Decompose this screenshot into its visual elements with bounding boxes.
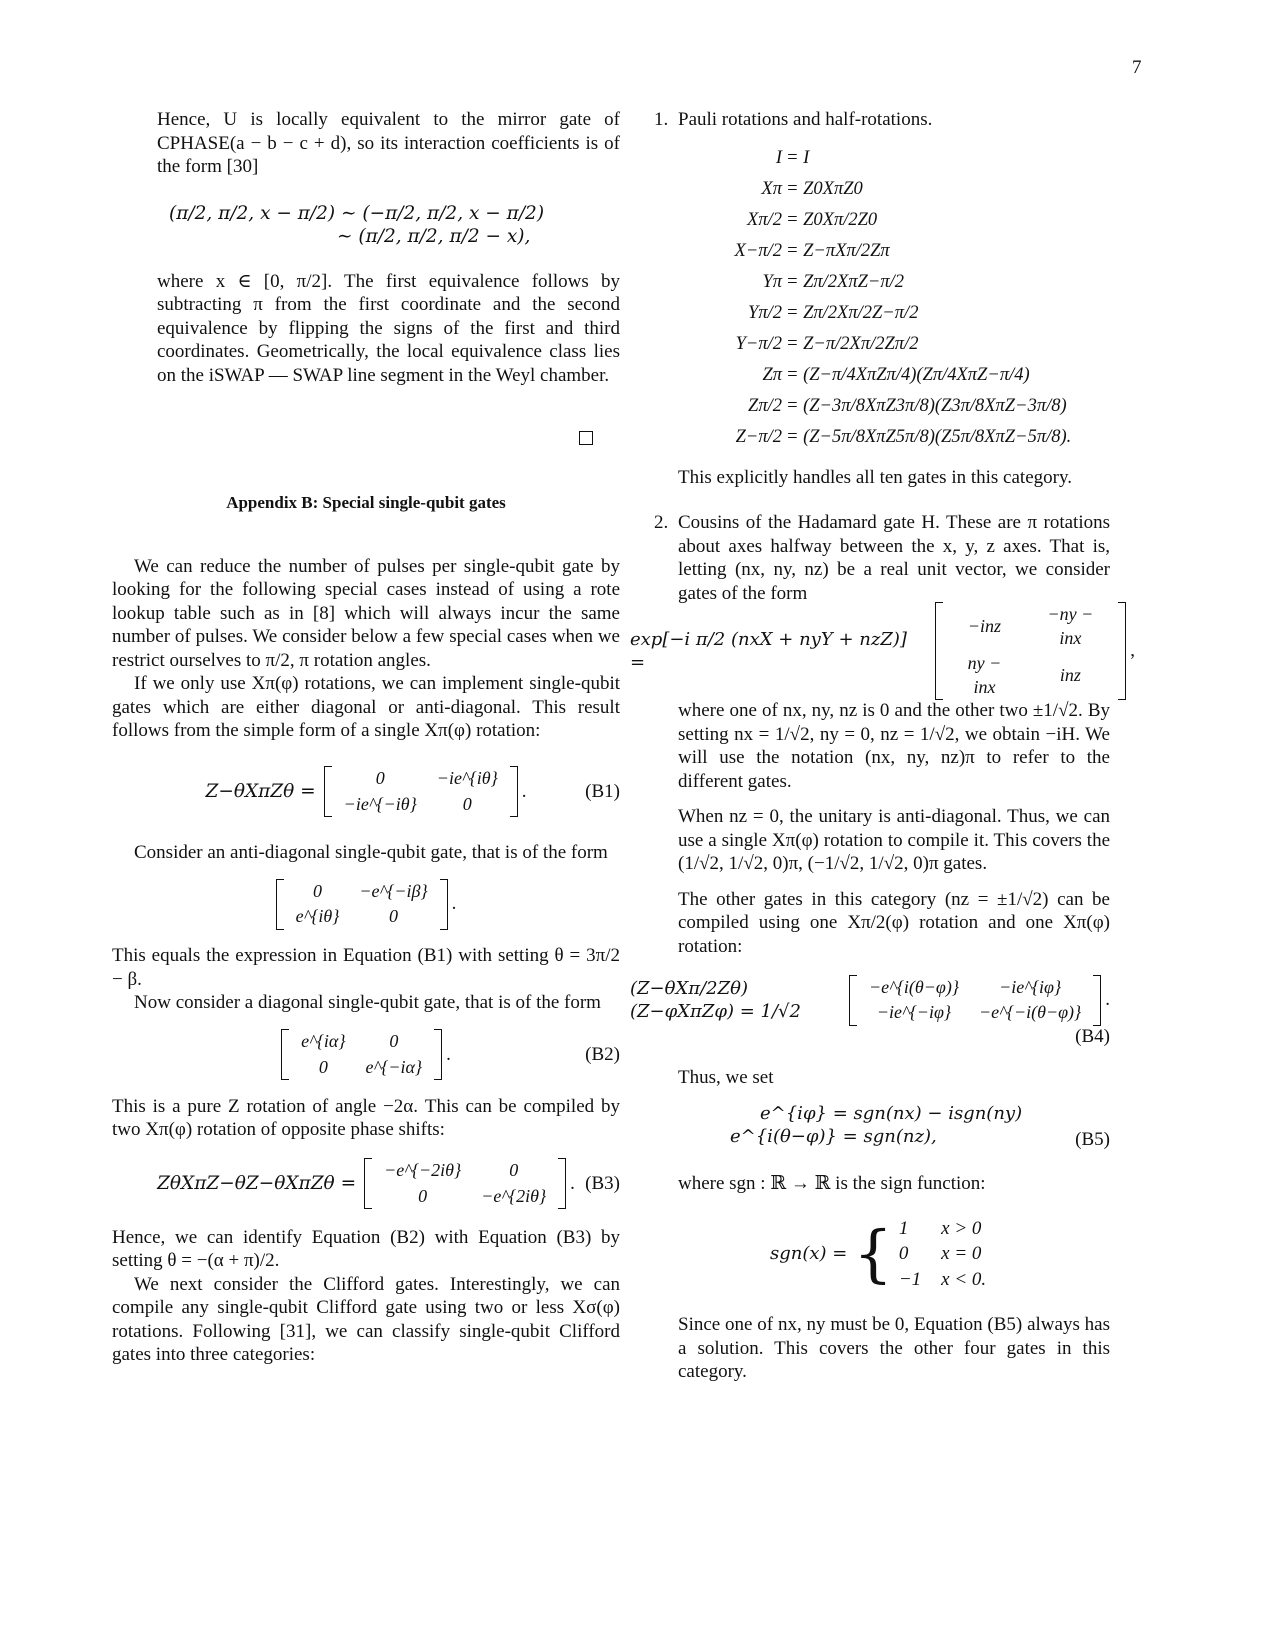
paragraph-z-rotation: This is a pure Z rotation of angle −2α. This can be compiled by two Xπ(φ) rotation of opposite phase shifts: [112, 1095, 620, 1140]
rotation-rhs: = Zπ/2Xπ/2Z−π/2 [786, 303, 919, 324]
paragraph-mirror-gate: Hence, U is locally equivalent to the mirror gate of CPHASE(a − b − c + d), so its interaction coefficients is of the form [30] [157, 109, 620, 177]
equation-line: ∼ (π/2, π/2, π/2 − x), [337, 226, 531, 247]
sgn-case-condition: x = 0 [941, 1243, 982, 1265]
sgn-case-value: 0 [898, 1243, 909, 1265]
equation-line: e^{iφ} = sgn(nx) − isgn(ny) [760, 1102, 1023, 1124]
rotation-lhs: Y−π/2 [735, 334, 782, 355]
paragraph-ten-gates: This explicitly handles all ten gates in this category. [678, 466, 1072, 488]
matrix-b3 [364, 1158, 566, 1209]
rotation-rhs: = I [786, 148, 810, 169]
equation-b2: e^{iα} 0 0 e^{−iα} . (B2) [112, 1027, 620, 1083]
rotation-row [678, 361, 1180, 392]
sgn-cases [893, 1216, 1000, 1293]
equation-b5 [660, 1102, 1110, 1154]
sgn-case-condition: x > 0 [941, 1217, 982, 1239]
rotation-rhs: = Zπ/2XπZ−π/2 [786, 272, 905, 293]
equation-lhs: (Z−θXπ/2Zθ)(Z−φXπZφ) = 1/√2 [630, 977, 801, 1022]
matrix-cell: 0 [318, 1056, 328, 1077]
rotation-equations [678, 144, 1180, 454]
equation-lhs: exp[−i π/2 (nxX + nyY + nzZ)] = [630, 628, 907, 673]
list-item-hadamard [654, 511, 1180, 605]
paragraph-clifford: We next consider the Clifford gates. Interestingly, we can compile any single-qubit Clifford gate using two or less Xσ(φ) rotations. Following [31], we can classify single-qubit Clifford gates into three categories: [112, 1273, 620, 1365]
equation-line: (π/2, π/2, x − π/2) ∼ (−π/2, π/2, x − π/2) [169, 202, 545, 224]
rotation-row [678, 206, 1180, 237]
rotation-rhs: = Z−π/2Xπ/2Zπ/2 [786, 334, 919, 355]
rotation-row [678, 299, 1180, 330]
list-number: 1. [654, 109, 669, 130]
equation-label: (B4) [1075, 1025, 1110, 1047]
sgn-case-row [893, 1216, 1000, 1242]
rotation-row [678, 237, 1180, 268]
matrix-cell: −e^{i(θ−φ)} [868, 976, 960, 997]
matrix-cell: ny − inx [967, 653, 1002, 697]
rotation-lhs: Zπ [762, 365, 782, 386]
paragraph-setting-theta: This equals the expression in Equation (B1) with setting θ = 3π/2 − β. [112, 945, 620, 990]
matrix-cell: 0 [389, 906, 399, 926]
rotation-lhs: I [775, 148, 782, 169]
sgn-case-value: 1 [898, 1217, 909, 1239]
rotation-row [678, 175, 1180, 206]
matrix-exp [935, 602, 1127, 700]
matrix-cell: −ie^{−iθ} [343, 793, 417, 814]
matrix-cell: 0 [418, 1185, 428, 1206]
equation-lhs: sgn(x) = [770, 1243, 848, 1265]
rotation-row [678, 144, 1180, 175]
equation-label: (B3) [585, 1172, 620, 1194]
paragraph-sgn-intro: where sgn : ℝ → ℝ is the sign function: [678, 1172, 986, 1194]
rotation-row [678, 268, 1180, 299]
left-brace-icon: { [853, 1217, 893, 1290]
paragraph-other-gates: The other gates in this category (nz = ±1/√2) can be compiled using one Xπ/2(φ) rotation and one Xπ(φ) rotation: [678, 888, 1110, 957]
equation-equivalence [169, 202, 620, 252]
matrix-cell: −ie^{iθ} [436, 768, 498, 788]
matrix-cell: −ny − inx [1047, 604, 1094, 648]
matrix-cell: e^{iα} [301, 1031, 346, 1051]
matrix-cell: 0 [462, 793, 472, 814]
list-item-title: Pauli rotations and half-rotations. [678, 109, 933, 130]
paragraph-identify: Hence, we can identify Equation (B2) with Equation (B3) by setting θ = −(α + π)/2. [112, 1226, 620, 1271]
paragraph-nz-zero: When nz = 0, the unitary is anti-diagonal. Thus, we can use a single Xπ(φ) rotation to compile it. This covers the (1/√2, 1/√2, 0)π, (−1/√2, 1/√2, 0)π gates. [678, 806, 1110, 874]
equation-b4: (Z−θXπ/2Zθ)(Z−φXπZφ) = 1/√2 −e^{i(θ−φ)} −ie^{iφ} −ie^{−iφ} −e^{−i(θ−φ)} . (B4) [630, 976, 1110, 1047]
equation-exp: exp[−i π/2 (nxX + nyY + nzZ)] = −inz −ny − inx ny − inx inz , [630, 619, 1135, 683]
rotation-lhs: Xπ/2 [747, 210, 782, 231]
sgn-case-value: −1 [898, 1268, 922, 1290]
equation-line: e^{i(θ−φ)} = sgn(nz), [730, 1126, 937, 1147]
sgn-case-condition: x < 0. [941, 1268, 987, 1290]
matrix-anti-diagonal [276, 879, 448, 930]
paragraph-notation: where one of nx, ny, nz is 0 and the other two ±1/√2. By setting nx = 1/√2, ny = 0, nz = 1/√2, we obtain −iH. We will use the notation (nx, ny, nz)π to refer to the different gates. [678, 700, 1110, 792]
equation-lhs: ZθXπZ−θZ−θXπZθ = [157, 1172, 357, 1194]
rotation-row [678, 423, 1180, 454]
rotation-rhs: = (Z−3π/8XπZ3π/8)(Z3π/8XπZ−3π/8) [786, 396, 1067, 417]
matrix-b2 [281, 1029, 442, 1080]
matrix-cell: 0 [312, 880, 322, 901]
page-number: 7 [1132, 57, 1142, 78]
rotation-lhs: Yπ/2 [748, 303, 782, 324]
matrix-cell: −e^{−i(θ−φ)} [979, 1002, 1082, 1022]
rotation-rhs: = (Z−π/4XπZπ/4)(Zπ/4XπZ−π/4) [786, 365, 1030, 386]
paragraph-intro: We can reduce the number of pulses per single-qubit gate by looking for the following special cases instead of using a rote lookup table such as in [8] which will always incur the same number of pulses. We consider below a few special cases when we restrict ourselves to π/2, π rotation angles. [112, 555, 620, 671]
matrix-cell: −e^{−iβ} [359, 880, 428, 901]
matrix-cell: −inz [967, 615, 1002, 636]
right-column [630, 108, 1180, 1384]
matrix-cell: 0 [509, 1160, 519, 1180]
sgn-case-row [893, 1267, 1000, 1293]
rotation-row [678, 392, 1180, 423]
rotation-rhs: = (Z−5π/8XπZ5π/8)(Z5π/8XπZ−5π/8). [786, 427, 1072, 448]
matrix-b1 [324, 766, 518, 817]
qed-symbol [579, 431, 593, 445]
paragraph-anti-diagonal: Consider an anti-diagonal single-qubit gate, that is of the form [134, 841, 608, 863]
equation-sgn [770, 1213, 1180, 1295]
matrix-cell: e^{iθ} [295, 906, 340, 926]
rotation-rhs: = Z0XπZ0 [786, 179, 863, 200]
rotation-lhs: X−π/2 [734, 241, 782, 262]
rotation-row [678, 330, 1180, 361]
rotation-rhs: = Z−πXπ/2Zπ [786, 241, 890, 262]
list-number: 2. [654, 512, 669, 533]
rotation-lhs: Yπ [762, 272, 782, 293]
matrix-cell: inz [1059, 664, 1081, 685]
paragraph-hadamard-cousins: Cousins of the Hadamard gate H. These are π rotations about axes halfway between the x, y, z axes. That is, letting (nx, ny, nz) be a real unit vector, we consider gates of the form [678, 512, 1110, 604]
rotation-rhs: = Z0Xπ/2Z0 [786, 210, 878, 231]
left-column [112, 108, 620, 1367]
equation-anti-diagonal: 0 −e^{−iβ} e^{iθ} 0 . [112, 876, 620, 932]
equation-b1: Z−θXπZθ = 0 −ie^{iθ} −ie^{−iθ} 0 . (B1) [112, 757, 620, 827]
matrix-cell: 0 [389, 1031, 399, 1051]
rotation-lhs: Z−π/2 [735, 427, 782, 448]
matrix-cell: −ie^{−iφ} [876, 1002, 952, 1022]
matrix-cell: 0 [375, 768, 385, 788]
matrix-cell: −e^{−2iθ} [384, 1160, 462, 1180]
rotation-lhs: Zπ/2 [748, 396, 782, 417]
matrix-b4 [849, 975, 1101, 1026]
paragraph-thus: Thus, we set [678, 1067, 774, 1088]
matrix-cell: e^{−iα} [365, 1056, 423, 1077]
paragraph-equivalence-explanation: where x ∈ [0, π/2]. The first equivalence follows by subtracting π from the first coordinate and the second equivalence by flipping the signs of the first and third coordinates. Geometrically, the local equivalence class lies on the iSWAP — SWAP line segment in the Weyl chamber. [157, 270, 620, 386]
equation-label: (B2) [585, 1043, 620, 1065]
paragraph-final: Since one of nx, ny must be 0, Equation (B5) always has a solution. This covers the other four gates in this category. [678, 1314, 1110, 1382]
sgn-case-row [893, 1241, 1000, 1267]
paragraph-x-pi: If we only use Xπ(φ) rotations, we can implement single-qubit gates which are either diagonal or anti-diagonal. This result follows from the simple form of a single Xπ(φ) rotation: [112, 673, 620, 741]
paragraph-diagonal: Now consider a diagonal single-qubit gate, that is of the form [134, 992, 601, 1013]
equation-label: (B5) [1075, 1129, 1110, 1150]
equation-b3: ZθXπZ−θZ−θXπZθ = −e^{−2iθ} 0 0 −e^{2iθ} . (B3) [112, 1156, 620, 1212]
section-title: Appendix B: Special single-qubit gates [226, 493, 506, 512]
list-item-pauli [654, 108, 1180, 489]
matrix-cell: −e^{2iθ} [481, 1185, 547, 1206]
matrix-cell: −ie^{iφ} [999, 976, 1062, 997]
equation-label: (B1) [585, 780, 620, 802]
rotation-lhs: Xπ [761, 179, 782, 200]
equation-lhs: Z−θXπZθ = [205, 780, 316, 802]
